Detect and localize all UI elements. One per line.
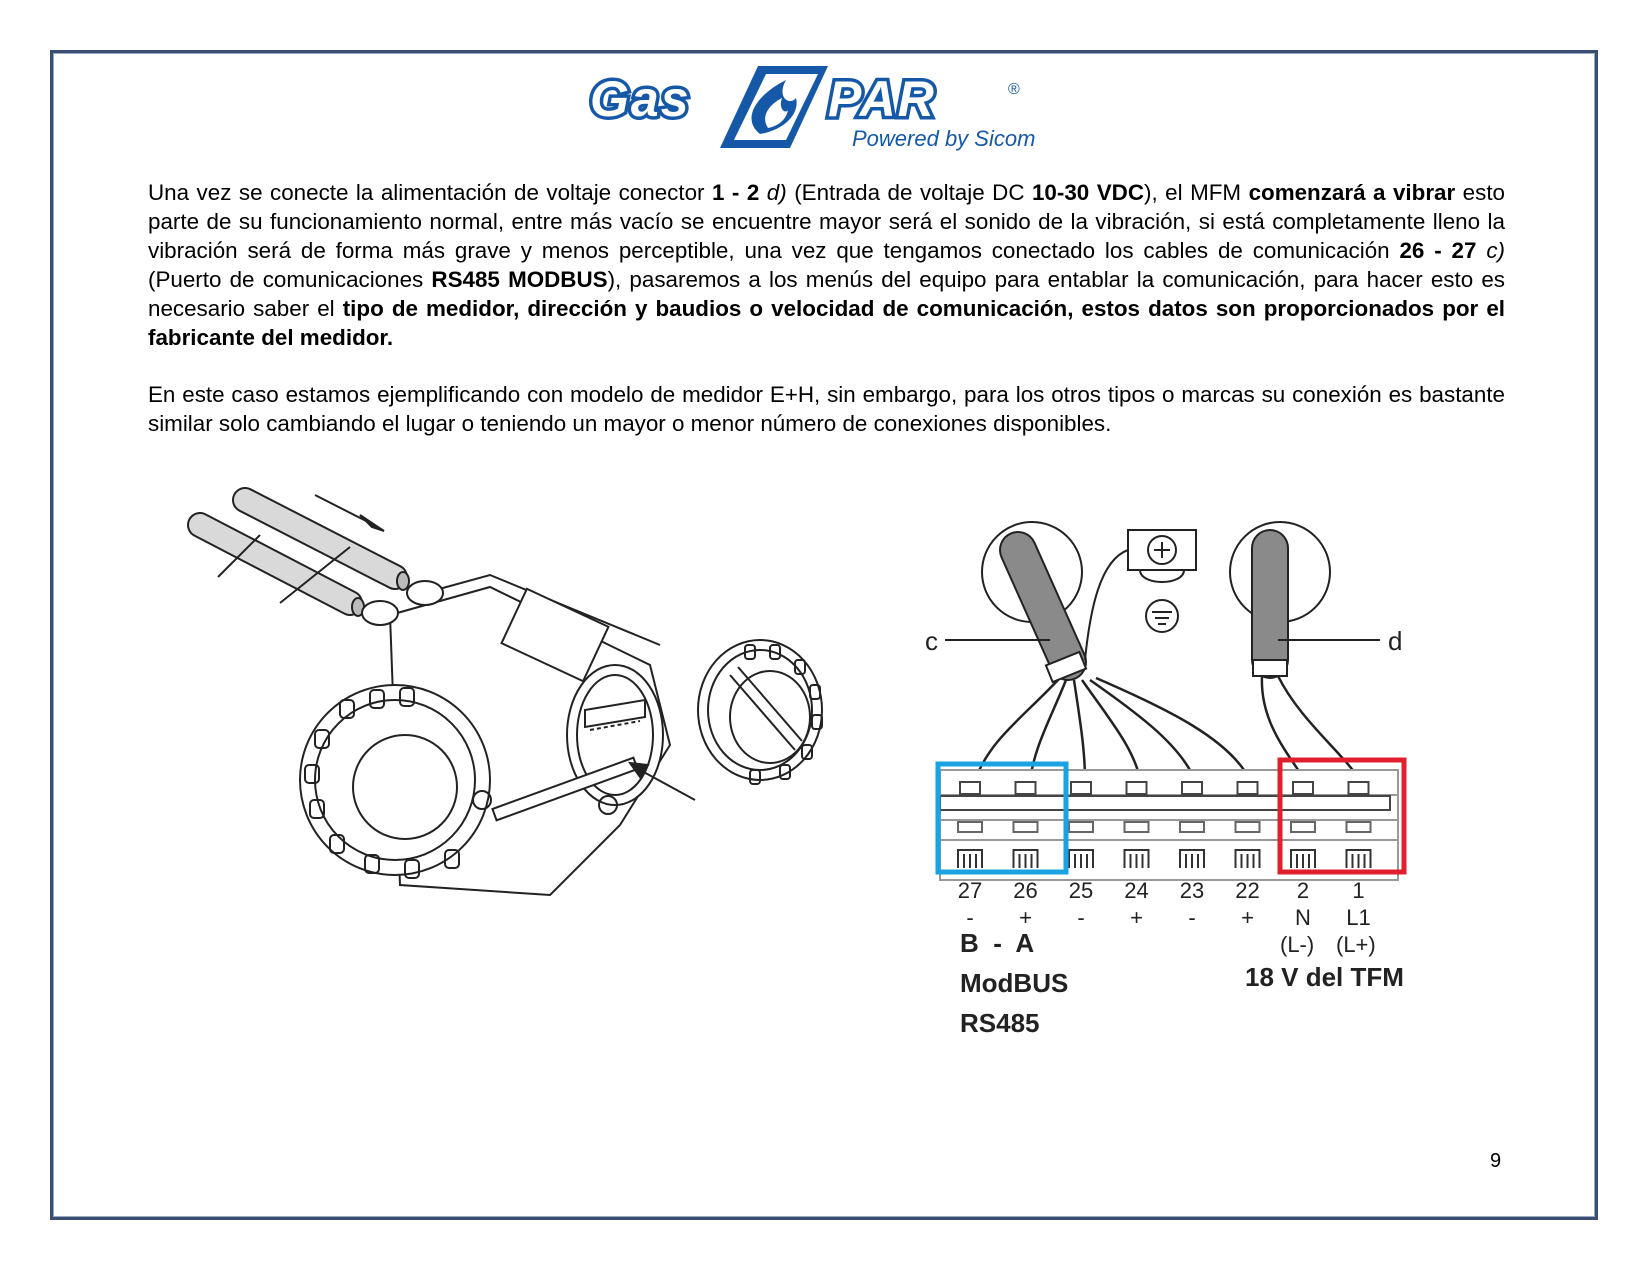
terminal-number: 1 xyxy=(1352,878,1365,903)
terminal-number: 24 xyxy=(1124,878,1149,903)
example-paragraph: En este caso estamos ejemplificando con modelo de medidor E+H, sin embargo, para los otros tipos o marcas su conexión es bastante similar solo cambiando el lugar o teniendo un mayor o menor número de conexiones disponibles. xyxy=(148,382,1505,436)
p1-italic-c: c) xyxy=(1486,238,1505,263)
terminal-clamp xyxy=(1127,782,1147,794)
p1-bold-connector: 1 - 2 xyxy=(711,180,760,205)
terminal-sign: - xyxy=(1188,905,1196,930)
ground-terminal-icon xyxy=(1085,530,1196,660)
gaspar-logo-graphic xyxy=(590,58,1070,153)
logo-brand-right: PAR xyxy=(828,71,936,127)
terminal-clamp xyxy=(1016,782,1036,794)
wires-d xyxy=(1262,676,1360,780)
transmitter-drawing xyxy=(190,495,890,955)
p1-text-2 xyxy=(759,180,766,205)
wiring-diagram xyxy=(925,520,1520,1110)
terminal-number: 23 xyxy=(1179,878,1205,903)
terminal-sign: + xyxy=(1130,905,1143,930)
terminal-sign: - xyxy=(966,905,974,930)
terminal-sign: + xyxy=(1241,905,1254,930)
p1-text-4: ), el MFM xyxy=(1144,180,1249,205)
terminal-block xyxy=(958,822,982,832)
logo-tagline: Powered by Sicom xyxy=(852,126,1036,151)
terminal-block xyxy=(1180,822,1204,832)
p1-bold-meter-data: tipo de medidor, dirección y baudios o velocidad de comunicación, estos datos son proporcionados por el fabricante del medidor. xyxy=(148,296,1506,350)
cable-c-label: c xyxy=(925,626,938,656)
power-sub-label-l1: (L+) xyxy=(1336,932,1376,957)
logo-registered: ® xyxy=(1008,81,1020,98)
terminal-clamp xyxy=(960,782,980,794)
terminal-block xyxy=(1069,822,1093,832)
rs485-label: RS485 xyxy=(960,1008,1040,1038)
p1-italic-d: d) xyxy=(766,180,787,205)
p1-text-8: ), pasaremos a los menús del equipo para entablar la comunicación, para hacer esto es necesario saber el xyxy=(148,267,1505,321)
p1-bold-rs485: RS485 MODBUS xyxy=(431,267,608,292)
terminal-sign: + xyxy=(1019,905,1032,930)
terminal-clamp xyxy=(1238,782,1258,794)
terminal-number: 22 xyxy=(1235,878,1260,903)
intro-paragraph xyxy=(148,178,1505,352)
p1-text-1: Una vez se conecte la alimentación de voltaje conector xyxy=(148,180,712,205)
terminal-number: 26 xyxy=(1013,878,1038,903)
wiring-drawing xyxy=(925,520,1520,1110)
terminal-block xyxy=(1236,822,1260,832)
p1-text-7: (Puerto de comunicaciones xyxy=(148,267,432,292)
terminal-sign: L1 xyxy=(1346,905,1371,930)
terminal-block xyxy=(1347,822,1371,832)
p1-text-5: esto parte de su funcionamiento normal, entre más vacío se encuentre mayor será el sonido de la vibración, si está completamente lleno la vibración será de forma más grave y menos perceptible, una vez que tengamos conectado los cables de comunicación xyxy=(148,180,1506,263)
modbus-ab-label: B - A xyxy=(960,928,1035,958)
terminal-clamp xyxy=(1293,782,1313,794)
p1-text-6 xyxy=(1476,238,1486,263)
terminal-block xyxy=(1014,822,1038,832)
power-supply-label: 18 V del TFM xyxy=(1245,962,1404,992)
terminal-block xyxy=(1125,822,1149,832)
p1-bold-voltage: 10-30 VDC xyxy=(1031,180,1145,205)
terminal-clamp xyxy=(1182,782,1202,794)
cable-pair xyxy=(200,500,409,616)
terminal-sign: N xyxy=(1295,905,1311,930)
housing-cover xyxy=(698,640,822,784)
terminal-number: 2 xyxy=(1296,878,1310,903)
power-sub-label-n: (L-) xyxy=(1280,932,1315,957)
p1-text-3: (Entrada de voltaje DC xyxy=(786,180,1032,205)
gaspar-logo xyxy=(590,58,1070,153)
terminal-number: 25 xyxy=(1068,878,1094,903)
terminal-strip xyxy=(940,770,1398,880)
terminal-sign: - xyxy=(1077,905,1085,930)
terminal-clamp xyxy=(1349,782,1369,794)
cable-d-label: d xyxy=(1388,626,1403,656)
p1-bold-vibrate: comenzará a vibrar xyxy=(1248,180,1456,205)
transmitter-illustration xyxy=(190,495,890,955)
p1-bold-comm-cables: 26 - 27 xyxy=(1399,238,1477,263)
logo-brand-left: Gas xyxy=(590,71,691,127)
terminal-labels xyxy=(958,878,1371,930)
insert-arrow-icon xyxy=(315,495,384,531)
housing xyxy=(300,575,670,895)
terminal-block xyxy=(1291,822,1315,832)
terminal-clamp xyxy=(1071,782,1091,794)
page-number: 9 xyxy=(1490,1150,1502,1172)
modbus-label: ModBUS xyxy=(960,968,1069,998)
terminal-number: 27 xyxy=(957,878,983,903)
